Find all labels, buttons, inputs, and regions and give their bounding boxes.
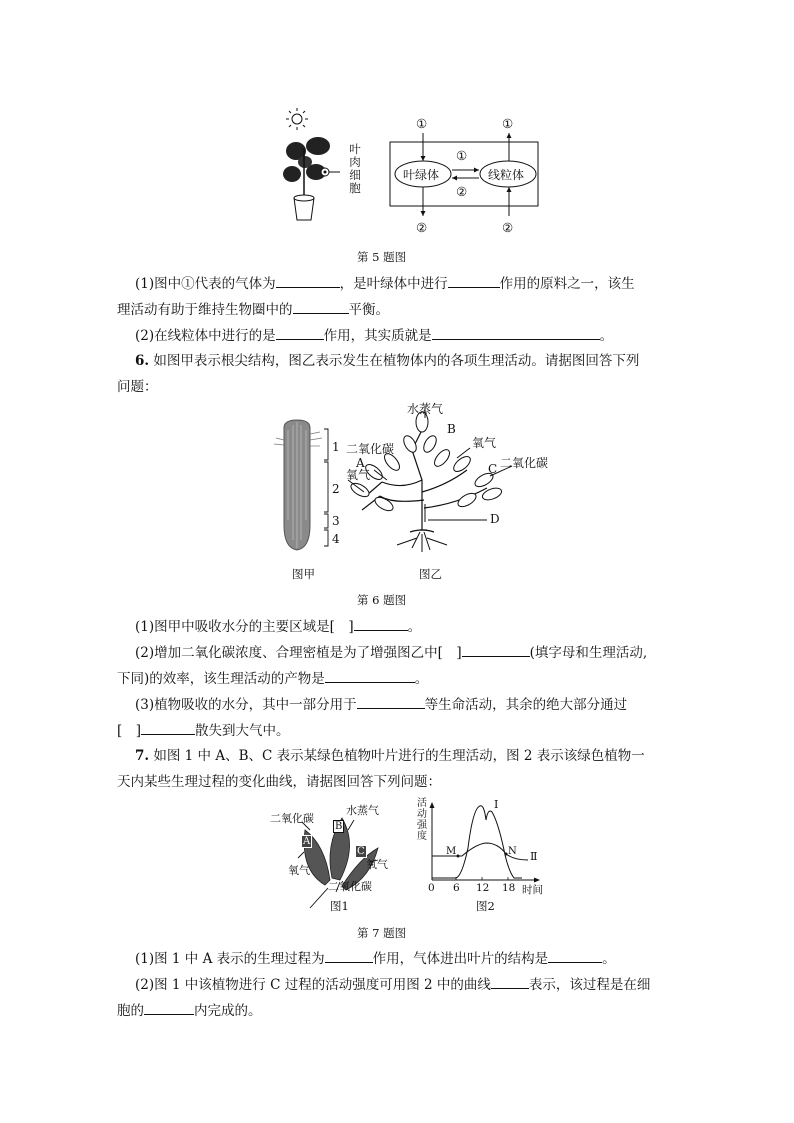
leaf-o2-bottom-label: 氧气 xyxy=(288,864,310,877)
label-A: A xyxy=(356,456,365,470)
q7-part2-line1: (2)图 1 中该植物进行 C 过程的活动强度可用图 2 中的曲线 表示，该过程是在细 xyxy=(135,977,651,993)
point-M-label: M xyxy=(446,846,457,857)
leaf-o2-right-label: 氧气 xyxy=(366,858,388,871)
leaf-mesophyll-cell-label: 叶 肉 细 胞 xyxy=(349,142,361,195)
point-N-label: N xyxy=(508,846,517,857)
water-vapor-label: 水蒸气 xyxy=(407,402,444,416)
label-C: C xyxy=(488,462,498,476)
label-D: D xyxy=(490,512,500,526)
q5-part2: (2)在线粒体中进行的是 作用，其实质就是 。 xyxy=(135,328,614,344)
y-axis-label: 活 动 强 度 xyxy=(417,798,427,842)
label-B: B xyxy=(447,422,456,436)
figure-7-panel-1 xyxy=(270,800,390,915)
mark-2-middle: ② xyxy=(456,184,468,199)
sun-icon xyxy=(286,108,308,130)
co2-left-label: 二氧化碳 xyxy=(346,442,395,456)
roots xyxy=(397,532,447,552)
co2-right-label: 二氧化碳 xyxy=(500,456,549,470)
q6-part2-line1: (2)增加二氧化碳浓度、合理密植是为了增强图乙中[ ] (填字母和生理活动, xyxy=(135,645,648,661)
q6-part3-line1: (3)植物吸收的水分，其中一部分用于 等生命活动，其余的绝大部分通过 xyxy=(135,697,628,713)
root-tip-icon xyxy=(274,420,328,550)
mark-1-middle: ① xyxy=(456,148,468,163)
figure-7-caption: 第 7 题图 xyxy=(357,926,407,940)
figure-6-diagram xyxy=(262,400,562,585)
q6-stem-line2: 问题： xyxy=(117,379,158,395)
o2-right-label: 氧气 xyxy=(472,436,497,450)
root-zone-label-1: 1 xyxy=(332,440,340,454)
q7-stem-line2: 天内某些生理过程的变化曲线，请据图回答下列问题： xyxy=(117,774,441,790)
x-tick-18: 18 xyxy=(502,882,516,894)
q5-part1-line1: (1)图中①代表的气体为 ，是叶绿体中进行 作用的原料之一，该生 xyxy=(135,276,635,292)
figure-5-caption: 第 5 题图 xyxy=(357,250,407,264)
leaf-label-B: B xyxy=(335,821,343,832)
q7-part2-line2: 胞的 内完成的。 xyxy=(117,1003,262,1019)
q7-part1: (1)图 1 中 A 表示的生理过程为 作用，气体进出叶片的结构是 。 xyxy=(135,951,616,967)
x-tick-0: 0 xyxy=(428,882,435,894)
leaf-label-C: C xyxy=(357,846,365,857)
q6-stem-line1: 6. 如图甲表示根尖结构，图乙表示发生在植物体内的各项生理活动。请据图回答下列 xyxy=(135,353,640,369)
figure-6-caption: 第 6 题图 xyxy=(357,593,407,607)
root-zone-label-3: 3 xyxy=(332,514,340,528)
figure-5 xyxy=(280,106,550,236)
q6-part1: (1)图甲中吸收水分的主要区域是[ ] 。 xyxy=(135,619,422,635)
figure-a-caption: 图甲 xyxy=(292,567,315,581)
x-tick-12: 12 xyxy=(476,882,490,894)
root-zone-label-2: 2 xyxy=(332,482,340,496)
figure-b-caption: 图乙 xyxy=(419,567,442,581)
curve-II-label: Ⅱ xyxy=(530,850,538,863)
mitochondrion-label: 线粒体 xyxy=(488,168,525,182)
mark-2-bottom-left: ② xyxy=(416,220,428,235)
q6-part2-line2: 下同)的效率，该生理活动的产物是 。 xyxy=(117,671,429,687)
mark-1-top-right: ① xyxy=(502,116,514,131)
mark-2-bottom-right: ② xyxy=(502,220,514,235)
root-zone-label-4: 4 xyxy=(332,532,340,546)
leaf-label-A: A xyxy=(303,836,311,847)
mark-1-top-left: ① xyxy=(416,116,428,131)
leaf-water-vapor-label: 水蒸气 xyxy=(346,804,379,817)
curve-I-label: I xyxy=(494,798,499,811)
potted-plant-icon xyxy=(283,137,340,220)
figure-7-2-caption: 图2 xyxy=(476,899,495,913)
q7-stem-line1: 7. 如图 1 中 A、B、C 表示某绿色植物叶片进行的生理活动，图 2 表示该绿色植物一 xyxy=(135,748,645,764)
plant-leaves xyxy=(349,412,503,513)
curve-I xyxy=(432,806,522,878)
q5-part1-line2: 理活动有助于维持生物圈中的 平衡。 xyxy=(117,302,389,318)
chloroplast-label: 叶绿体 xyxy=(403,168,440,182)
o2-left-label: 氧气 xyxy=(346,468,371,482)
x-tick-6: 6 xyxy=(453,882,460,894)
leaf-co2-bottom-label: 二氧化碳 xyxy=(328,880,372,893)
figure-6 xyxy=(262,400,562,585)
x-axis-label: 时间 xyxy=(522,884,543,896)
figure-7-panel-2 xyxy=(410,798,558,916)
q6-part3-line2: [ ] 散失到大气中。 xyxy=(117,723,290,739)
figure-7-1-caption: 图1 xyxy=(330,899,349,913)
leaf-co2-top-label: 二氧化碳 xyxy=(270,812,314,825)
